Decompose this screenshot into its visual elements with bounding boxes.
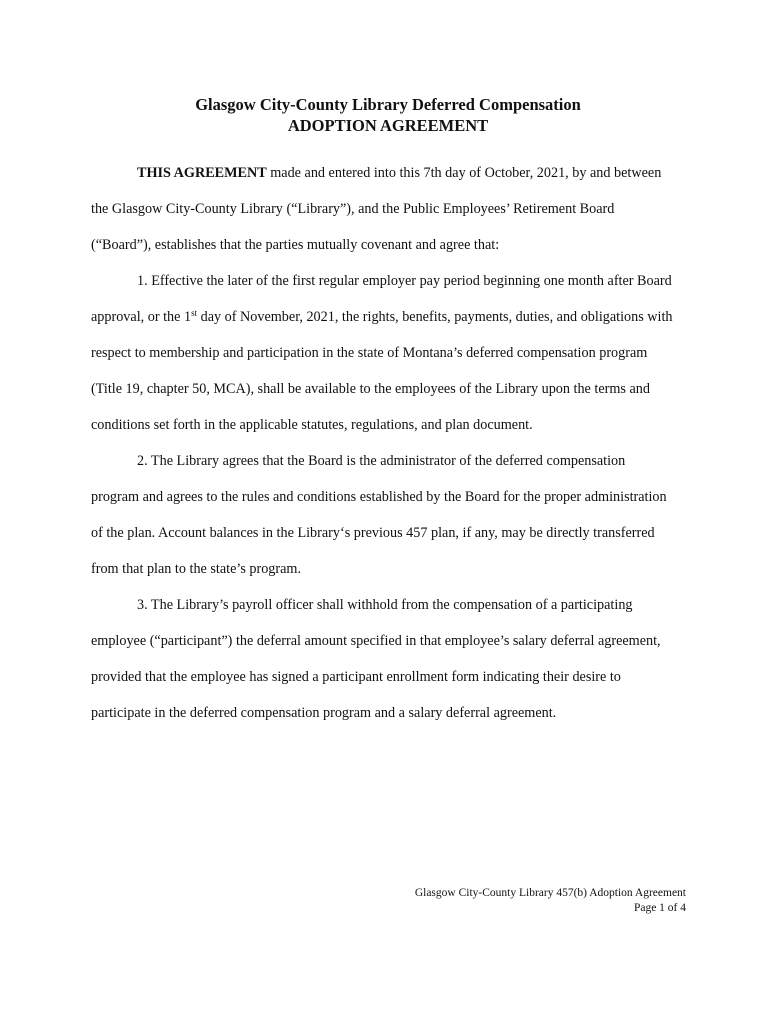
clause-1 (91, 263, 676, 443)
title-line-2: ADOPTION AGREEMENT (287, 116, 489, 135)
intro-text: made and entered into this 7th day of October, 2021, by and between the Glasgow City-County Library (“Library”), and the Public Employees’ Retirement Board (“Board”), establishes that the parties mutually covenant and agree that: (91, 165, 662, 253)
clause-2: 2. The Library agrees that the Board is the administrator of the deferred compensation program and agrees to the rules and conditions established by the Board for the proper administration of the plan. Account balances in the Library‘s previous 457 plan, if any, may be directly transferred from that plan to the state’s program. (91, 453, 667, 577)
intro-paragraph (91, 155, 676, 263)
clause-1-text-b: day of November, 2021, the rights, benefits, payments, duties, and obligations with respect to membership and participation in the state of Montana’s deferred compensation program (Title 19, chapter 50, MCA), shall be available to the employees of the Library upon the terms and conditions set forth in the applicable statutes, regulations, and plan document. (91, 309, 673, 433)
clause-1-text-a: 1. Effective the later of the first regular employer pay period beginning one month after Board approval, or the 1 (91, 273, 672, 325)
footer-document-name: Glasgow City-County Library 457(b) Adoption Agreement (414, 887, 686, 899)
title-line-1: Glasgow City-County Library Deferred Compensation (195, 95, 581, 114)
clause-3: 3. The Library’s payroll officer shall withhold from the compensation of a participating employee (“participant”) the deferral amount specified in that employee’s salary deferral agreement, provided that the employee has signed a participant enrollment form indicating their desire to participate in the deferred compensation program and a salary deferral agreement. (91, 597, 661, 721)
document-title (0, 94, 770, 136)
page-footer (415, 886, 686, 916)
document-body (91, 155, 676, 731)
clause-1-superscript: st (191, 308, 198, 318)
intro-lead: THIS AGREEMENT (137, 165, 267, 181)
footer-page-number: Page 1 of 4 (633, 902, 686, 914)
